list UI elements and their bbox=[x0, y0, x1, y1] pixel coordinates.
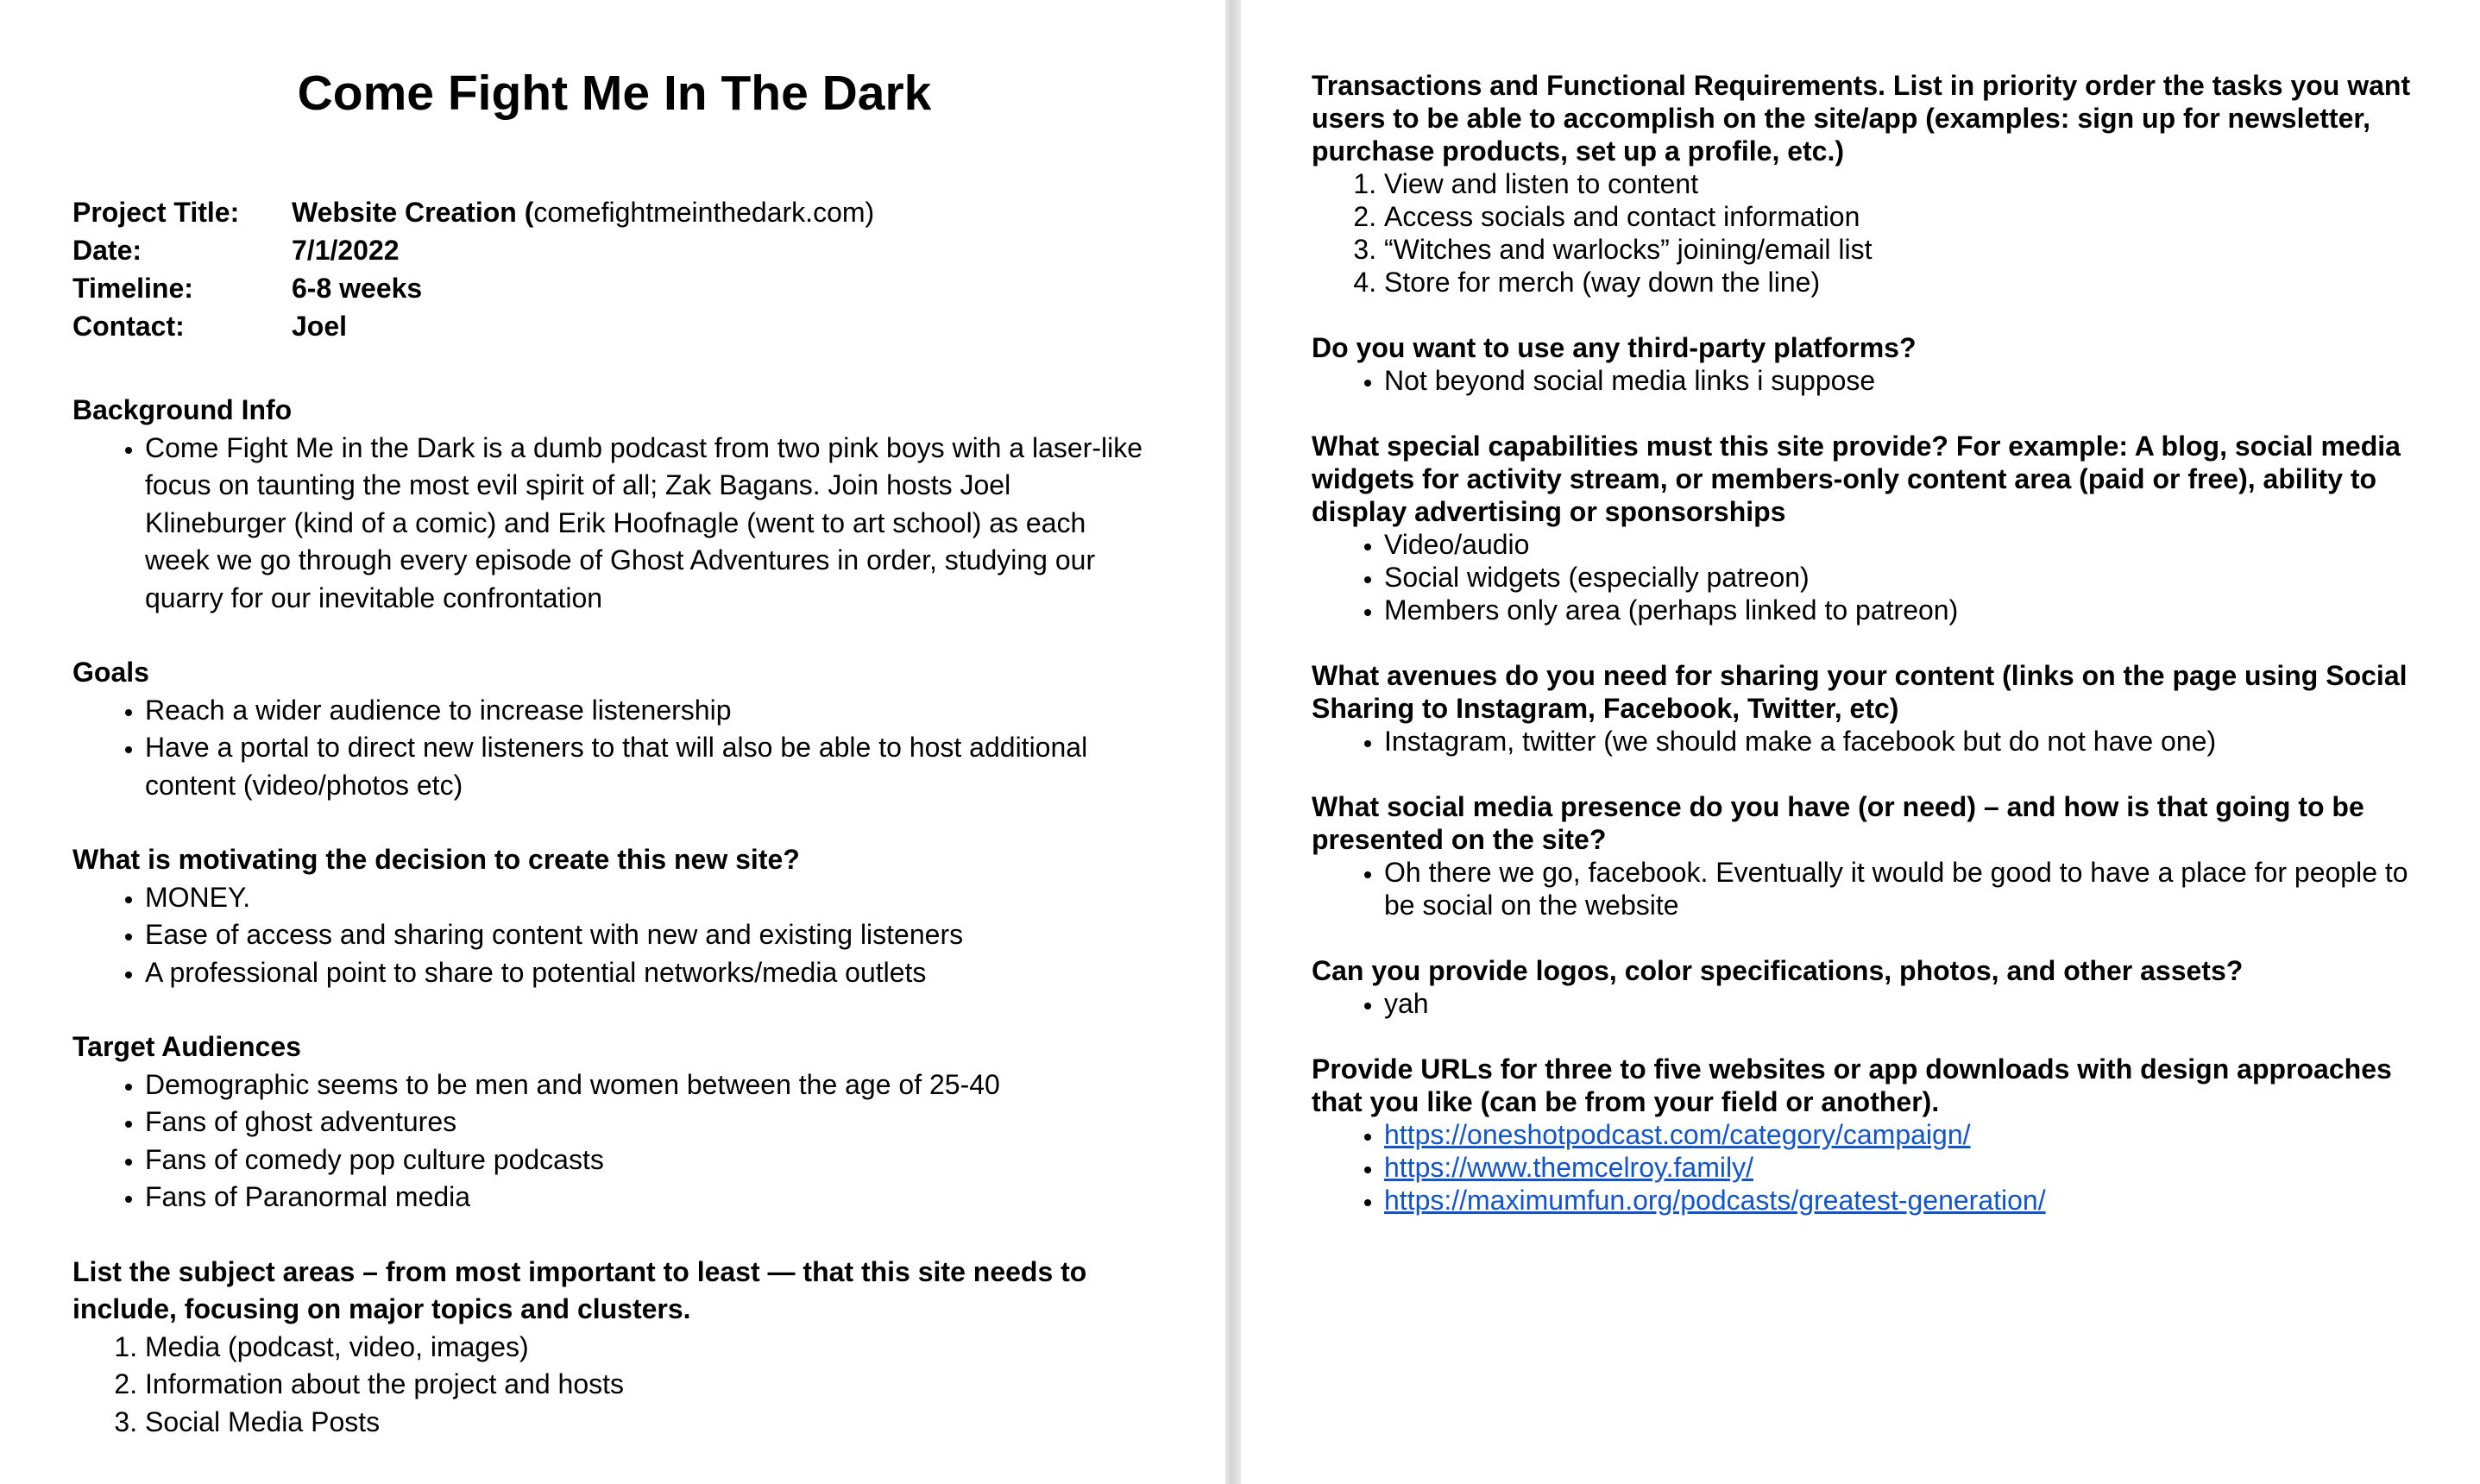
meta-key: Date: bbox=[72, 235, 142, 267]
list-item: • yah bbox=[1384, 987, 2445, 1020]
section bbox=[72, 654, 1156, 804]
left-sections bbox=[72, 392, 1156, 1441]
section-heading: Target Audiences bbox=[72, 1031, 301, 1063]
page-left bbox=[0, 0, 1225, 1484]
meta-value-bold: 7/1/2022 bbox=[292, 235, 400, 267]
project-meta-table bbox=[72, 197, 874, 349]
bullet-list bbox=[72, 879, 1156, 992]
meta-value-bold: Joel bbox=[292, 311, 348, 343]
section-heading: Goals bbox=[72, 657, 149, 689]
meta-row-timeline bbox=[72, 273, 874, 311]
meta-value-plain: comefightmeinthedark.com) bbox=[533, 197, 875, 229]
section-heading: Background Info bbox=[72, 394, 293, 426]
section-heading: Provide URLs for three to five websites or app downloads with design approaches that you like (can be from your field or another). bbox=[1312, 1053, 2392, 1117]
numbered-list bbox=[1312, 167, 2445, 299]
bullet-list bbox=[72, 430, 1156, 618]
meta-row-contact bbox=[72, 311, 874, 349]
section-heading: What special capabilities must this site provide? For example: A blog, social media widgets for activity stream, or members-only content area (paid or free), ability to display advertising or sponsorships bbox=[1312, 431, 2401, 527]
bullet-list bbox=[1312, 987, 2445, 1020]
right-sections bbox=[1312, 69, 2445, 1217]
list-item: 2. Access socials and contact information bbox=[1384, 200, 2445, 233]
section bbox=[1312, 954, 2445, 1020]
list-item: 2. Information about the project and hosts bbox=[145, 1366, 1156, 1404]
reference-link[interactable]: https://oneshotpodcast.com/category/campaign/ bbox=[1384, 1119, 1971, 1150]
section-heading: List the subject areas – from most important to least — that this site needs to include, focusing on major topics and clusters. bbox=[72, 1255, 1087, 1325]
bullet-list bbox=[1312, 528, 2445, 626]
meta-row-project-title bbox=[72, 197, 874, 235]
list-item: 4. Store for merch (way down the line) bbox=[1384, 266, 2445, 299]
bullet-list bbox=[72, 692, 1156, 805]
section-heading: Transactions and Functional Requirements. List in priority order the tasks you want users to be able to accomplish on the site/app (examples: sign up for newsletter, purchase products, set up a profile, etc.) bbox=[1312, 70, 2411, 167]
reference-link[interactable]: https://maximumfun.org/podcasts/greatest-generation/ bbox=[1384, 1185, 2046, 1216]
list-item: • Ease of access and sharing content with new and existing listeners bbox=[145, 916, 1156, 954]
list-item: • Instagram, twitter (we should make a facebook but do not have one) bbox=[1384, 725, 2445, 758]
meta-key: Contact: bbox=[72, 311, 185, 343]
meta-value bbox=[292, 197, 874, 235]
section bbox=[1312, 69, 2445, 299]
list-item bbox=[1384, 1151, 2445, 1184]
section-heading: Do you want to use any third-party platforms? bbox=[1312, 332, 1917, 363]
section bbox=[72, 841, 1156, 991]
bullet-list bbox=[72, 1066, 1156, 1217]
numbered-list bbox=[72, 1329, 1156, 1442]
page-gutter bbox=[1225, 0, 1241, 1484]
section bbox=[1312, 331, 2445, 397]
list-item: • Have a portal to direct new listeners to that will also be able to host additional content (video/photos etc) bbox=[145, 729, 1156, 804]
list-item: 3. “Witches and warlocks” joining/email list bbox=[1384, 233, 2445, 266]
section bbox=[1312, 659, 2445, 758]
section-heading: What social media presence do you have (or need) – and how is that going to be presented on the site? bbox=[1312, 791, 2364, 855]
meta-value bbox=[292, 235, 874, 273]
document-title: Come Fight Me In The Dark bbox=[297, 66, 932, 121]
list-item: • Demographic seems to be men and women between the age of 25-40 bbox=[145, 1066, 1156, 1104]
section bbox=[72, 1028, 1156, 1217]
list-item: 1. Media (podcast, video, images) bbox=[145, 1329, 1156, 1367]
list-item: • Social widgets (especially patreon) bbox=[1384, 561, 2445, 594]
list-item bbox=[1384, 1184, 2445, 1217]
list-item: 3. Social Media Posts bbox=[145, 1404, 1156, 1442]
section bbox=[1312, 790, 2445, 921]
meta-value bbox=[292, 311, 874, 349]
list-item: 1. View and listen to content bbox=[1384, 167, 2445, 200]
reference-link[interactable]: https://www.themcelroy.family/ bbox=[1384, 1152, 1753, 1183]
list-item: • Fans of comedy pop culture podcasts bbox=[145, 1141, 1156, 1179]
list-item: • Fans of Paranormal media bbox=[145, 1179, 1156, 1217]
meta-row-date bbox=[72, 235, 874, 273]
section bbox=[1312, 1053, 2445, 1217]
list-item: • Oh there we go, facebook. Eventually it would be good to have a place for people to be social on the website bbox=[1384, 856, 2445, 921]
meta-key: Project Title: bbox=[72, 197, 240, 229]
bullet-list bbox=[1312, 1118, 2445, 1217]
list-item: • Video/audio bbox=[1384, 528, 2445, 561]
list-item: • Not beyond social media links i suppose bbox=[1384, 364, 2445, 397]
list-item: • Come Fight Me in the Dark is a dumb podcast from two pink boys with a laser-like focus on taunting the most evil spirit of all; Zak Bagans. Join hosts Joel Klineburger (kind of a comic) and Erik Hoofnagle (went to art school) as each week we go through every episode of Ghost Adventures in order, studying our quarry for our inevitable confrontation bbox=[145, 430, 1156, 618]
list-item bbox=[1384, 1118, 2445, 1151]
list-item: • MONEY. bbox=[145, 879, 1156, 917]
section-heading: What avenues do you need for sharing your content (links on the page using Social Sharing to Instagram, Facebook, Twitter, etc) bbox=[1312, 660, 2408, 724]
list-item: • Members only area (perhaps linked to patreon) bbox=[1384, 594, 2445, 626]
list-item: • Reach a wider audience to increase listenership bbox=[145, 692, 1156, 730]
page-right bbox=[1241, 0, 2480, 1484]
section-heading: What is motivating the decision to create this new site? bbox=[72, 844, 800, 876]
meta-value-bold: Website Creation ( bbox=[292, 197, 534, 229]
list-item: • A professional point to share to potential networks/media outlets bbox=[145, 954, 1156, 992]
section bbox=[72, 1254, 1156, 1442]
section bbox=[72, 392, 1156, 617]
section bbox=[1312, 430, 2445, 626]
bullet-list bbox=[1312, 364, 2445, 397]
meta-value-bold: 6-8 weeks bbox=[292, 273, 423, 305]
bullet-list bbox=[1312, 725, 2445, 758]
meta-key: Timeline: bbox=[72, 273, 193, 305]
list-item: • Fans of ghost adventures bbox=[145, 1104, 1156, 1141]
bullet-list bbox=[1312, 856, 2445, 921]
section-heading: Can you provide logos, color specifications, photos, and other assets? bbox=[1312, 955, 2244, 986]
meta-value bbox=[292, 273, 874, 311]
